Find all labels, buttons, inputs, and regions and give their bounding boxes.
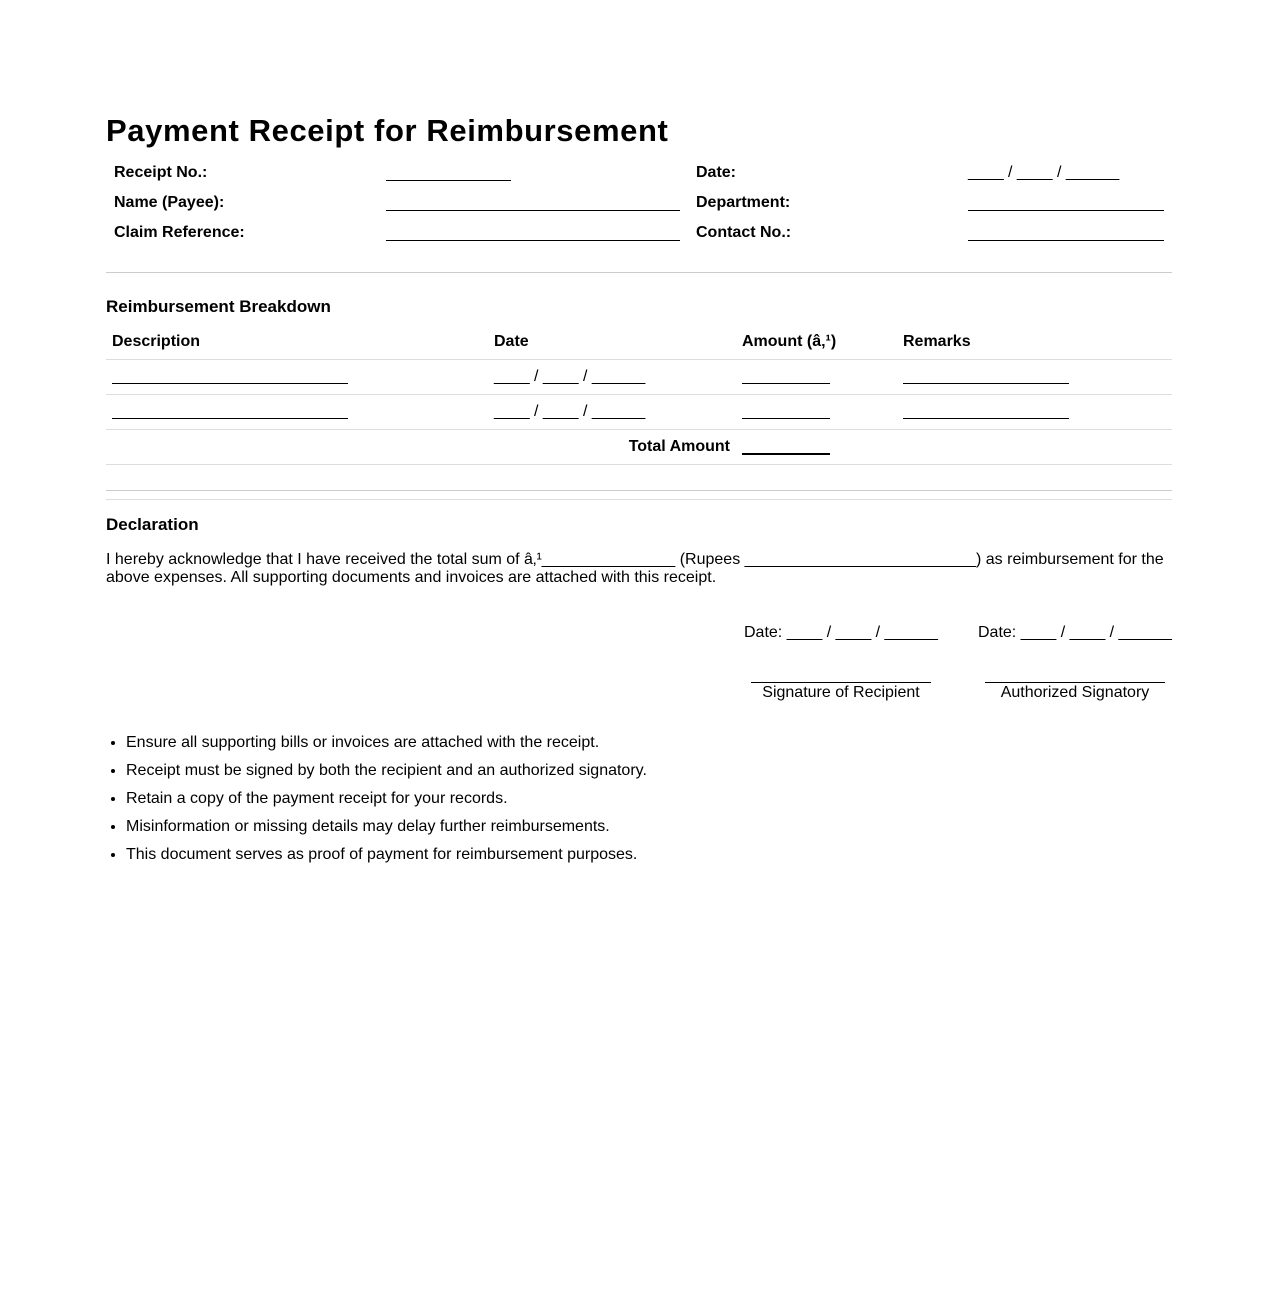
recipient-signature[interactable] — [751, 682, 931, 702]
date-label: Date: — [696, 164, 737, 181]
list-item: • Ensure all supporting bills or invoices are attached with the receipt. — [126, 734, 647, 752]
list-item: • Retain a copy of the payment receipt for your records. — [126, 790, 647, 808]
info-row-1 — [106, 161, 1172, 191]
declaration-title: Declaration — [106, 515, 199, 534]
info-row-3 — [106, 221, 1172, 251]
description-field[interactable] — [112, 369, 348, 384]
row-date-field[interactable]: ____ / ____ / ______ — [494, 403, 646, 420]
signature-caption: Authorized Signatory — [1000, 684, 1150, 701]
department-label: Department: — [696, 194, 791, 211]
notes-list — [106, 734, 647, 874]
breakdown-table — [106, 324, 1172, 500]
column-header-amount: Amount (â‚¹) — [736, 324, 897, 360]
signatory-signature[interactable] — [985, 682, 1165, 702]
row-date-field[interactable]: ____ / ____ / ______ — [494, 368, 646, 385]
column-header-date: Date — [488, 324, 736, 360]
name-label: Name (Payee): — [114, 194, 225, 211]
signature-line — [985, 682, 1165, 683]
breakdown-title: Reimbursement Breakdown — [106, 297, 331, 316]
name-field[interactable] — [386, 210, 680, 211]
total-amount-field[interactable] — [742, 439, 830, 455]
description-field[interactable] — [112, 404, 348, 419]
amount-field[interactable] — [742, 369, 830, 384]
contact-field[interactable] — [968, 240, 1164, 241]
receipt-page — [106, 112, 1172, 863]
receipt-no-label: Receipt No.: — [114, 164, 208, 181]
remarks-field[interactable] — [903, 369, 1069, 384]
date-field[interactable]: ____ / ____ / ______ — [968, 164, 1120, 181]
declaration-text: I hereby acknowledge that I have received the total sum of â‚¹_______________ (Rupees __________________________) as reimbursement for the above expenses. All supporting documents and invoices are attached with this receipt. — [106, 551, 1164, 586]
claim-reference-field[interactable] — [386, 240, 680, 241]
signature-line — [751, 682, 931, 683]
receipt-no-field[interactable] — [386, 180, 511, 181]
list-item: • Misinformation or missing details may delay further reimbursements. — [126, 818, 647, 836]
table-header-row — [106, 324, 1172, 360]
amount-field[interactable] — [742, 404, 830, 419]
signatory-date-field[interactable]: Date: ____ / ____ / ______ — [978, 624, 1172, 641]
divider — [106, 272, 1172, 273]
signature-caption: Signature of Recipient — [762, 684, 920, 701]
page-title: Payment Receipt for Reimbursement — [106, 113, 669, 148]
total-amount-label: Total Amount — [106, 430, 736, 465]
empty-row — [106, 465, 1172, 500]
column-header-remarks: Remarks — [897, 324, 1172, 360]
recipient-date-field[interactable]: Date: ____ / ____ / ______ — [744, 624, 938, 641]
receipt-info — [106, 161, 1172, 251]
total-row — [106, 430, 1172, 465]
contact-label: Contact No.: — [696, 224, 792, 241]
column-header-description: Description — [106, 324, 488, 360]
divider — [106, 490, 1172, 491]
list-item: • Receipt must be signed by both the recipient and an authorized signatory. — [126, 762, 647, 780]
remarks-field[interactable] — [903, 404, 1069, 419]
claim-reference-label: Claim Reference: — [114, 224, 245, 241]
department-field[interactable] — [968, 210, 1164, 211]
info-row-2 — [106, 191, 1172, 221]
table-row — [106, 395, 1172, 430]
table-row — [106, 360, 1172, 395]
list-item: • This document serves as proof of payment for reimbursement purposes. — [126, 846, 647, 864]
